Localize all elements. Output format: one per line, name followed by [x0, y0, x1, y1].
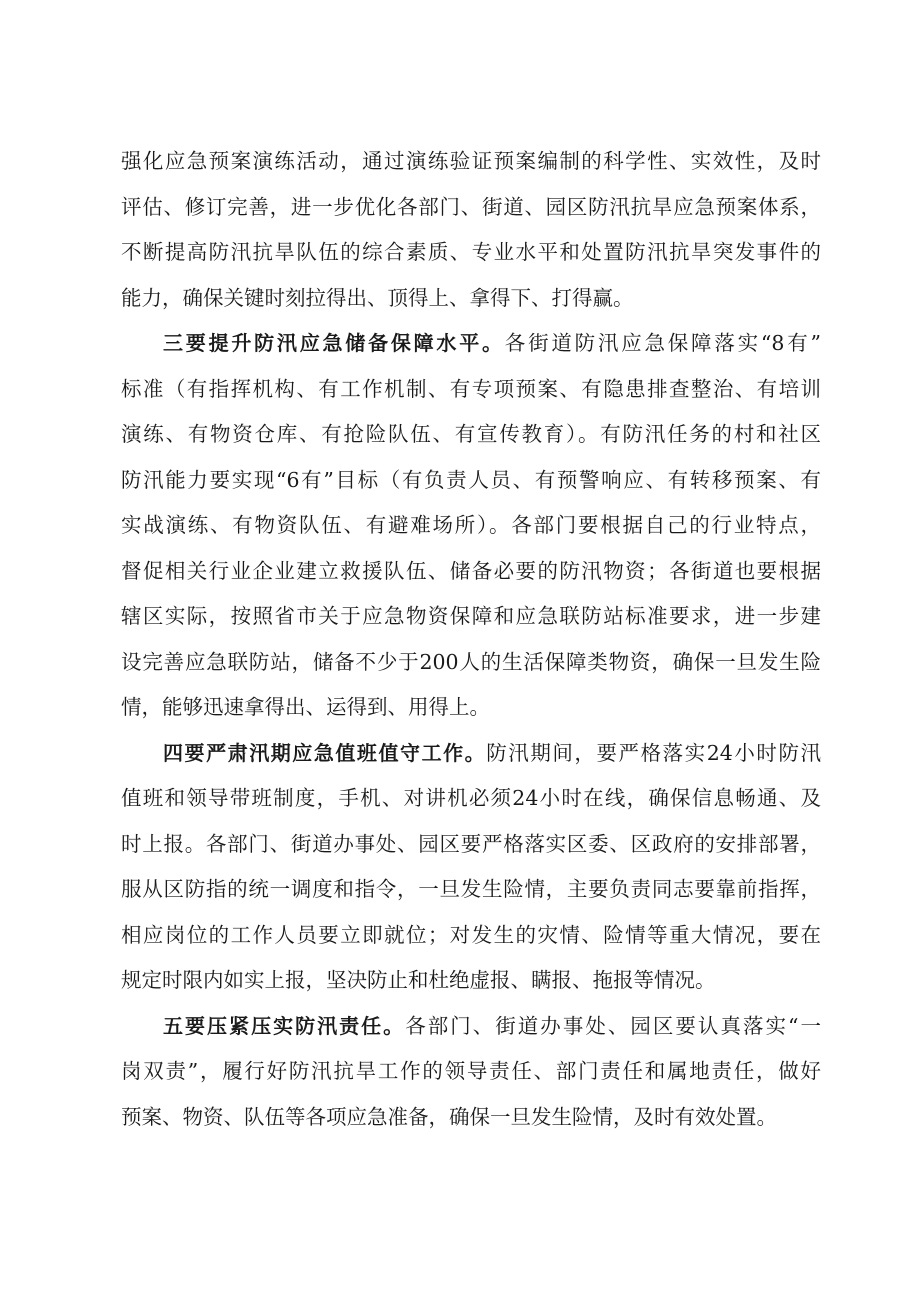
text-line: 评估、修订完善，进一步优化各部门、街道、园区防汛抗旱应急预案体系，: [121, 194, 821, 219]
text-line: 实战演练、有物资队伍、有避难场所）。各部门要根据自己的行业特点，: [121, 513, 821, 537]
text-line: 规定时限内如实上报，坚决防止和杜绝虚报、瞒报、拖报等情况。: [121, 968, 716, 992]
text-line: 预案、物资、队伍等各项应急准备，确保一旦发生险情，及时有效处置。: [121, 1104, 777, 1129]
document-body: [121, 139, 821, 1140]
text-line: 演练、有物资仓库、有抢险队伍、有宣传教育）。有防汛任务的村和社区: [121, 422, 821, 446]
paragraph-2: [121, 321, 821, 731]
paragraph-heading: 四要严肃汛期应急值班值守工作。: [163, 740, 487, 765]
text-line: [121, 731, 821, 777]
paragraph-text: 各街道防汛应急保障落实“8有”: [504, 331, 821, 355]
text-line: 情，能够迅速拿得出、运得到、用得上。: [121, 695, 490, 719]
text-line: 不断提高防汛抗旱队伍的综合素质、专业水平和处置防汛抗旱突发事件的: [121, 240, 821, 264]
paragraph-3: [121, 731, 821, 1004]
text-line: 时上报。各部门、街道办事处、园区要严格落实区委、区政府的安排部署，: [121, 831, 821, 856]
text-line: 督促相关行业企业建立救援队伍、储备必要的防汛物资；各街道也要根据: [121, 558, 821, 583]
text-line: 服从区防指的统一调度和指令，一旦发生险情，主要负责同志要靠前指挥，: [121, 877, 821, 901]
text-line: 能力，确保关键时刻拉得出、顶得上、拿得下、打得赢。: [121, 285, 634, 310]
text-line: 岗双责”，履行好防汛抗旱工作的领导责任、部门责任和属地责任，做好: [121, 1059, 821, 1083]
text-line: 防汛能力要实现“6有”目标（有负责人员、有预警响应、有转移预案、有: [121, 467, 821, 492]
text-line: 设完善应急联防站，储备不少于200人的生活保障类物资，确保一旦发生险: [121, 649, 821, 674]
text-line: [121, 321, 821, 367]
text-line: 辖区实际，按照省市关于应急物资保障和应急联防站标准要求，进一步建: [121, 604, 821, 628]
paragraph-4: [121, 1004, 821, 1141]
paragraph-text: 各部门、街道办事处、园区要认真落实“一: [405, 1013, 822, 1038]
paragraph-1: [121, 139, 821, 321]
paragraph-heading: 三要提升防汛应急储备保障水平。: [163, 331, 505, 355]
text-line: [121, 1004, 821, 1050]
text-line: 强化应急预案演练活动，通过演练验证预案编制的科学性、实效性，及时: [121, 149, 821, 173]
text-line: 标准（有指挥机构、有工作机制、有专项预案、有隐患排查整治、有培训: [121, 376, 821, 401]
paragraph-text: 防汛期间，要严格落实24小时防汛: [486, 740, 821, 765]
paragraph-heading: 五要压紧压实防汛责任。: [163, 1013, 406, 1038]
text-line: 相应岗位的工作人员要立即就位；对发生的灾情、险情等重大情况，要在: [121, 922, 821, 947]
text-line: 值班和领导带班制度，手机、对讲机必须24小时在线，确保信息畅通、及: [121, 786, 821, 810]
